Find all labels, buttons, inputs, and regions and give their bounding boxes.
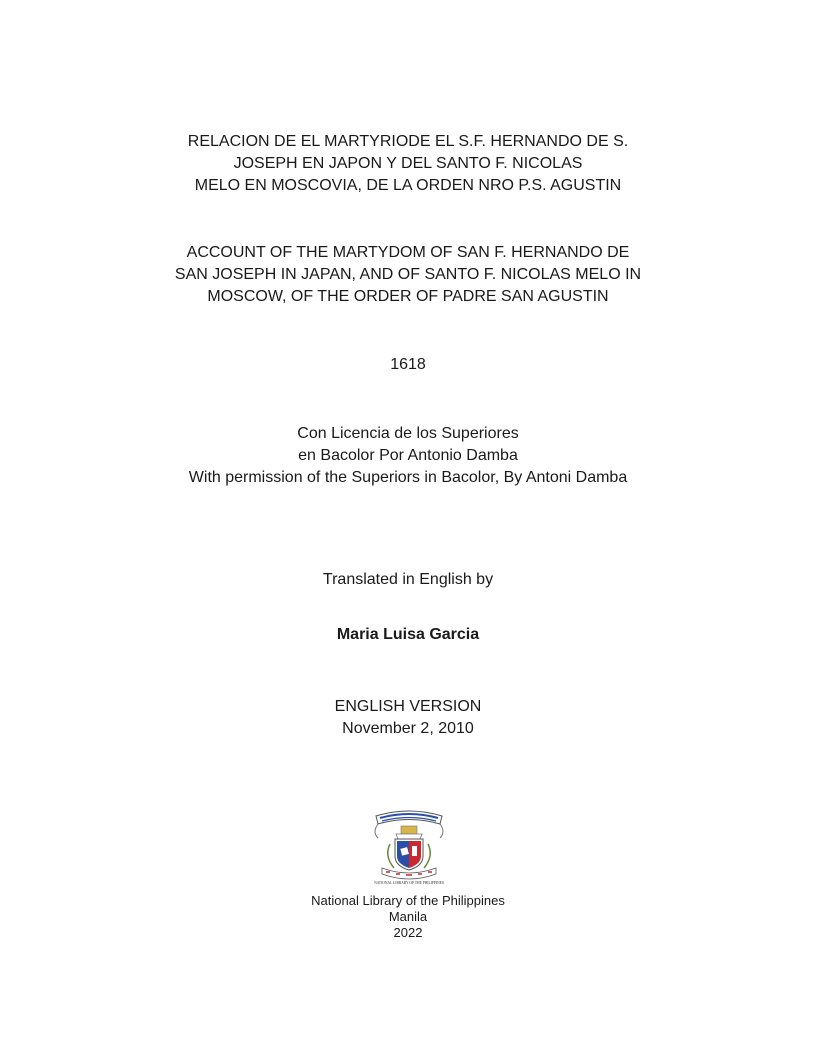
seal-caption: NATIONAL LIBRARY OF THE PHILIPPINES bbox=[374, 881, 444, 885]
english-title-line: ACCOUNT OF THE MARTYDOM OF SAN F. HERNANDO DE bbox=[186, 244, 630, 261]
publisher-name: National Library of the Philippines bbox=[311, 893, 505, 908]
year-text: 1618 bbox=[390, 356, 426, 373]
license-statement bbox=[0, 423, 816, 489]
license-line: en Bacolor Por Antonio Damba bbox=[298, 447, 518, 464]
translator-name bbox=[0, 624, 816, 646]
publication-year bbox=[0, 354, 816, 376]
translator-name-text: Maria Luisa Garcia bbox=[336, 626, 480, 643]
english-title bbox=[0, 242, 816, 308]
publisher-city: Manila bbox=[388, 909, 428, 924]
spanish-title-line: RELACION DE EL MARTYRIODE EL S.F. HERNANDO DE S. bbox=[187, 133, 629, 150]
national-library-seal-icon bbox=[368, 806, 450, 886]
spanish-title-line: MELO EN MOSCOVIA, DE LA ORDEN NRO P.S. AGUSTIN bbox=[194, 177, 622, 194]
version-info bbox=[0, 696, 816, 740]
english-title-line: SAN JOSEPH IN JAPAN, AND OF SANTO F. NICOLAS MELO IN bbox=[174, 266, 642, 283]
version-label: ENGLISH VERSION bbox=[334, 698, 482, 715]
english-title-line: MOSCOW, OF THE ORDER OF PADRE SAN AGUSTIN bbox=[207, 288, 609, 305]
version-date: November 2, 2010 bbox=[342, 720, 474, 737]
spanish-title bbox=[0, 131, 816, 197]
publisher-info bbox=[0, 893, 816, 941]
translated-by-text: Translated in English by bbox=[322, 571, 494, 588]
publisher-year: 2022 bbox=[393, 925, 423, 940]
spanish-title-line: JOSEPH EN JAPON Y DEL SANTO F. NICOLAS bbox=[233, 155, 583, 172]
license-line: With permission of the Superiors in Bacolor, By Antoni Damba bbox=[188, 469, 628, 486]
translated-by bbox=[0, 569, 816, 591]
license-line: Con Licencia de los Superiores bbox=[297, 425, 519, 442]
